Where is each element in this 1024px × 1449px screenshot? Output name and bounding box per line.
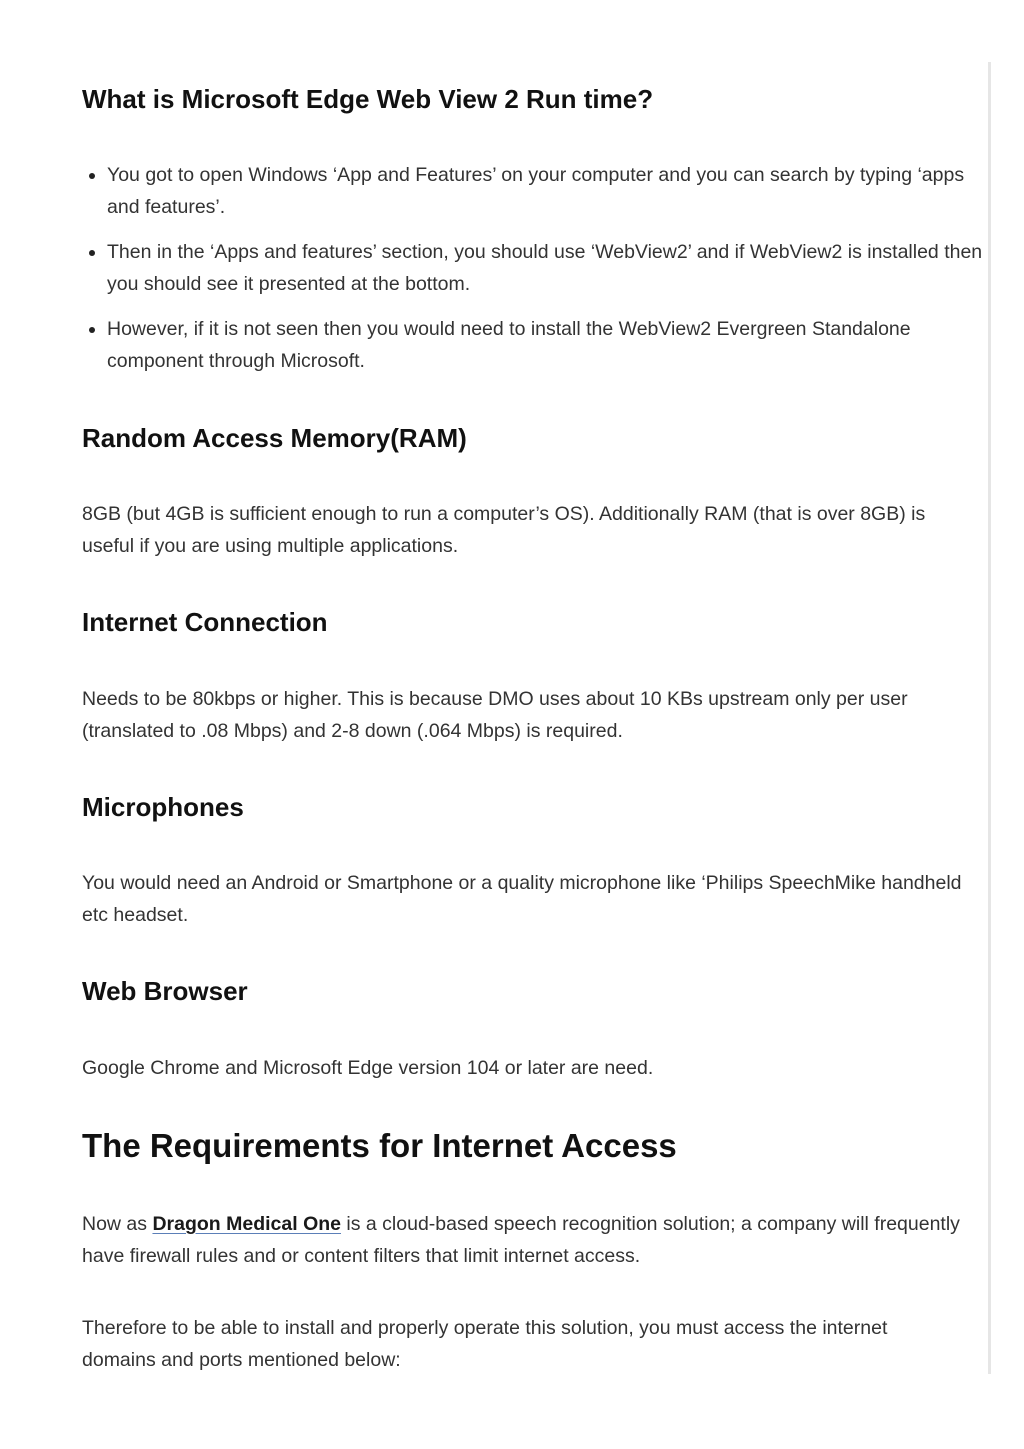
heading-ram: Random Access Memory(RAM): [82, 423, 467, 453]
webview-steps-list: [82, 159, 987, 390]
paragraph-requirements-intro: [82, 1208, 962, 1272]
scrollbar-track[interactable]: [988, 62, 991, 1374]
list-item: • However, if it is not seen then you would need to install the WebView2 Evergreen Standalone component through Microsoft.: [107, 313, 987, 377]
list-item: • You got to open Windows ‘App and Features’ on your computer and you can search by typing ‘apps and features’.: [107, 159, 987, 223]
heading-microphones: Microphones: [82, 792, 244, 822]
paragraph-microphones: You would need an Android or Smartphone or a quality microphone like ‘Philips SpeechMike handheld etc headset.: [82, 872, 962, 926]
heading-internet-connection: Internet Connection: [82, 607, 328, 637]
text-suffix: is a cloud-based speech recognition solution; a company will frequently have firewall rules and or content filters that limit internet access.: [82, 1213, 960, 1267]
paragraph-internet-connection: Needs to be 80kbps or higher. This is because DMO uses about 10 KBs upstream only per user (translated to .08 Mbps) and 2-8 down (.064 Mbps) is required.: [82, 688, 908, 742]
heading-web-browser: Web Browser: [82, 976, 248, 1006]
list-item: • Then in the ‘Apps and features’ section, you should use ‘WebView2’ and if WebView2 is installed then you should see it presented at the bottom.: [107, 236, 987, 300]
paragraph-web-browser: Google Chrome and Microsoft Edge version 104 or later are need.: [82, 1057, 654, 1079]
paragraph-requirements-domains: Therefore to be able to install and properly operate this solution, you must access the internet domains and ports mentioned below:: [82, 1317, 888, 1371]
text-prefix: Now as: [82, 1213, 153, 1235]
dragon-medical-one-link[interactable]: Dragon Medical One: [152, 1213, 341, 1235]
heading-requirements: The Requirements for Internet Access: [82, 1127, 677, 1164]
paragraph-ram: 8GB (but 4GB is sufficient enough to run a computer’s OS). Additionally RAM (that is over 8GB) is useful if you are using multiple applications.: [82, 503, 926, 557]
heading-webview: What is Microsoft Edge Web View 2 Run time?: [82, 84, 654, 114]
